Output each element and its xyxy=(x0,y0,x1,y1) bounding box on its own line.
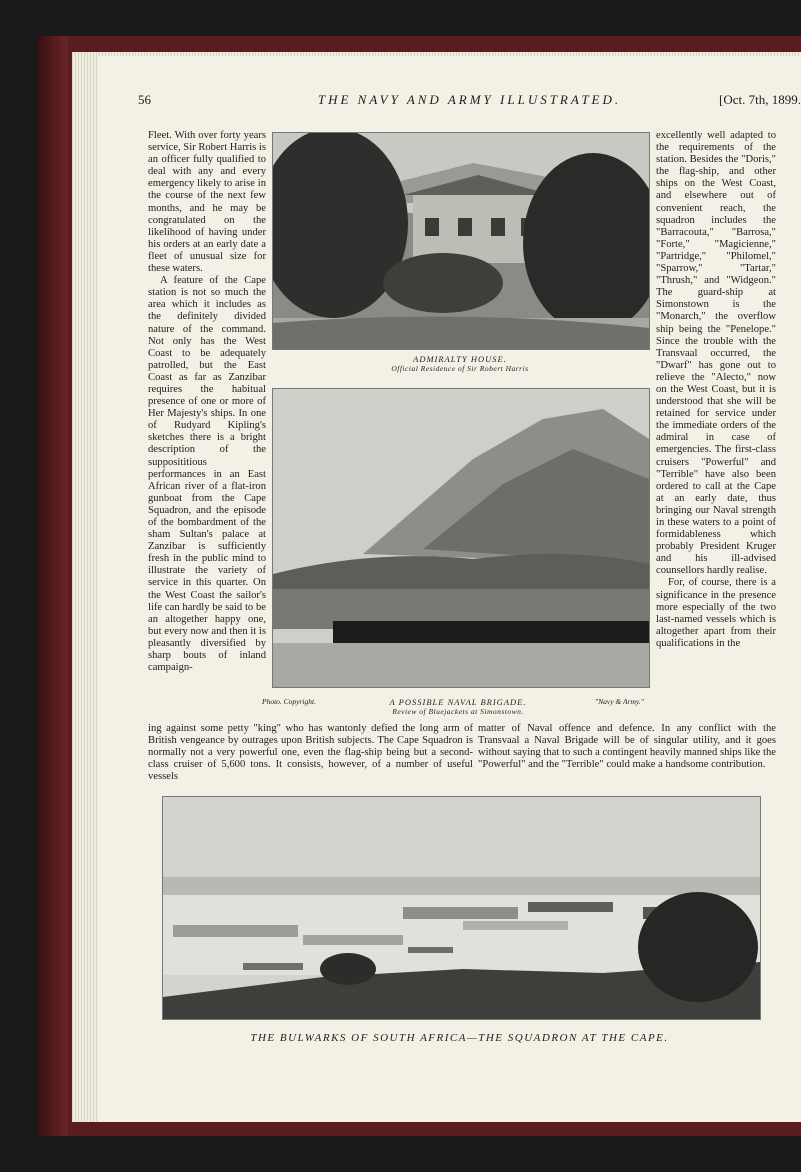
right-bottom-paragraph: matter of Naval offence and defence. In any conflict with the Transvaal a Naval Brigade will be of singular utility, and it goes without saying that to such a contingent heavily manned ships like the "Powerful" and the "Terrible" could make a handsome contribution. xyxy=(478,723,776,771)
right-paragraph-2: For, of course, there is a significance in the presence more especially of the two last-named vessels which is altogether apart from their qualifications in the xyxy=(656,577,776,649)
book-spine-shadow xyxy=(38,36,68,1136)
left-bottom-text xyxy=(148,723,473,783)
photo1-caption: ADMIRALTY HOUSE. xyxy=(413,354,507,364)
photo-credit-left: Photo. Copyright. xyxy=(262,697,316,706)
squadron-caption: THE BULWARKS OF SOUTH AFRICA—THE SQUADRON AT THE CAPE. xyxy=(250,1032,669,1044)
squadron-image xyxy=(163,797,760,1019)
photo1-subcaption: Official Residence of Sir Robert Harris xyxy=(391,364,529,373)
page-header xyxy=(138,92,801,110)
naval-brigade-photo xyxy=(272,388,650,688)
left-paragraph-2: A feature of the Cape station is not so much the area which it includes as the definitely divided nature of the command. Not only has the West Coast to be adequately patrolled, but the East Coast as far as Zanzibar requires the habitual presence of one or more of Her Majesty's ships. In one of Rudyard Kipling's sketches there is a bright description of the supposititious performances in an East African river of a flat-iron gunboat from the Cape Squadron, and the episode of the bombardment of the sham Sultan's palace at Zanzibar is sufficiently fresh in the public mind to illustrate the variety of service in this quarter. On the West Coast the sailor's life can hardly be said to be an altogether happy one, but every now and then it is pleasantly diversified by sharp bouts of inland campaign- xyxy=(148,275,266,674)
admiralty-house-photo xyxy=(272,132,650,350)
admiralty-house-image xyxy=(273,133,649,349)
naval-brigade-image xyxy=(273,389,649,687)
left-paragraph-1: Fleet. With over forty years service, Sir Robert Harris is an officer fully qualified to deal with any and every emergency likely to arise in the course of the next few months, and he may be congratulated on the likelihood of having under his orders at an early date a fleet of unusual size for these waters. xyxy=(148,130,266,275)
left-bottom-paragraph: ing against some petty "king" who has wantonly defied the long arm of British vengeance by outrages upon British subjects. The Cape Squadron is normally not a very powerful one, even the flag-ship being but a second-class cruiser of 5,600 tons. It consists, however, of a number of useful vessels xyxy=(148,723,473,783)
photo2-subcaption: Review of Bluejackets at Simonstown. xyxy=(392,707,524,716)
photo2-caption-block xyxy=(328,697,588,716)
left-column xyxy=(148,130,266,674)
right-column xyxy=(656,130,776,650)
photo2-caption: A POSSIBLE NAVAL BRIGADE. xyxy=(389,697,527,707)
right-paragraph-1: excellently well adapted to the requirements of the station. Besides the "Doris," the flag-ship, and other ships on the West Coast, and elsewhere out of convenient reach, the squadron includes the "Barracouta," "Barrosa," "Forte," "Magicienne," "Partridge," "Philomel," "Sparrow," "Tartar," "Thrush," and "Widgeon." The guard-ship at Simonstown is the "Monarch," the overflow ship being the "Penelope." Since the trouble with the Transvaal occurred, the "Dwarf" has gone out to relieve the "Alecto," now on the West Coast, but it is understood that she will be retained for service under the immediate orders of the admiral in case of emergencies. The first-class cruisers "Powerful" and "Terrible" have also been ordered to call at the Cape at an early date, thus bringing our Naval strength in these waters to a point of formidableness which probably President Kruger and his ill-advised counsellors hardly realise. xyxy=(656,130,776,577)
photo-credit-right: "Navy & Army." xyxy=(595,697,644,706)
issue-date: [Oct. 7th, 1899. xyxy=(719,92,801,107)
magazine-page xyxy=(98,56,801,1122)
running-title: THE NAVY AND ARMY ILLUSTRATED. xyxy=(317,92,622,107)
photo1-caption-block xyxy=(272,354,648,373)
squadron-photo xyxy=(162,796,761,1020)
right-bottom-text xyxy=(478,723,776,771)
page-number: 56 xyxy=(138,92,151,107)
